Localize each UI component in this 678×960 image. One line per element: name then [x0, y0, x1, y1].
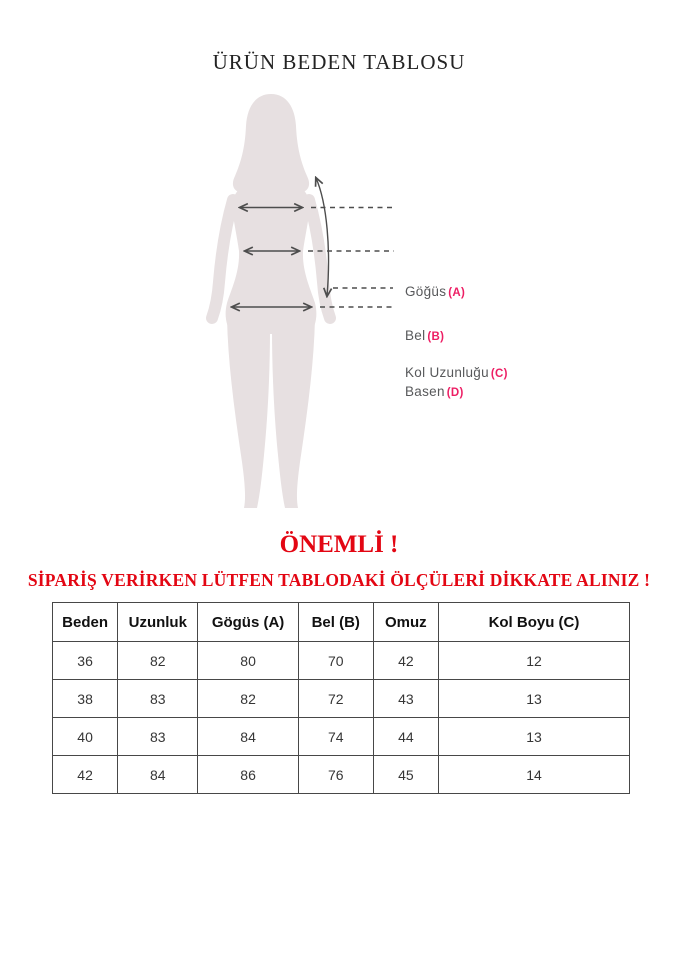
- cell-bel: 76: [298, 756, 373, 794]
- waist-label-code: (B): [427, 331, 445, 343]
- cell-uzunluk: 83: [118, 680, 198, 718]
- size-table-header-row: [53, 603, 630, 642]
- cell-gogus: 80: [198, 642, 298, 680]
- hip-label-code: (D): [446, 387, 464, 399]
- cell-beden: 36: [53, 642, 118, 680]
- silhouette-torso: [226, 179, 317, 335]
- silhouette-right-leg: [272, 318, 315, 508]
- sleeve-label-code: (C): [490, 368, 508, 380]
- notice-subheading: SİPARİŞ VERİRKEN LÜTFEN TABLODAKİ ÖLÇÜLERİ DİKKATE ALINIZ !: [27, 570, 651, 590]
- notice-heading: ÖNEMLİ !: [279, 531, 399, 558]
- body-silhouette-graphic: [0, 85, 678, 520]
- cell-kol-boyu: 12: [438, 642, 629, 680]
- cell-omuz: 44: [373, 718, 438, 756]
- female-body-silhouette: [212, 94, 330, 508]
- cell-bel: 70: [298, 642, 373, 680]
- cell-kol-boyu: 13: [438, 718, 629, 756]
- waist-label: [405, 328, 444, 343]
- size-table: [52, 602, 630, 794]
- cell-uzunluk: 83: [118, 718, 198, 756]
- silhouette-left-leg: [227, 318, 270, 508]
- col-header-beden: Beden: [53, 603, 118, 642]
- chest-label-text: Göğüs: [405, 284, 447, 299]
- hip-label-text: Basen: [405, 384, 445, 399]
- sleeve-label: [405, 365, 508, 380]
- page-title: ÜRÜN BEDEN TABLOSU: [212, 50, 466, 74]
- waist-label-text: Bel: [405, 328, 426, 343]
- cell-bel: 74: [298, 718, 373, 756]
- cell-beden: 40: [53, 718, 118, 756]
- col-header-bel: Bel (B): [298, 603, 373, 642]
- hip-label: [405, 384, 464, 399]
- cell-kol-boyu: 14: [438, 756, 629, 794]
- table-row: [53, 680, 630, 718]
- cell-gogus: 82: [198, 680, 298, 718]
- table-row: [53, 718, 630, 756]
- table-row: [53, 756, 630, 794]
- cell-kol-boyu: 13: [438, 680, 629, 718]
- cell-uzunluk: 82: [118, 642, 198, 680]
- silhouette-head: [233, 94, 309, 192]
- cell-gogus: 84: [198, 718, 298, 756]
- cell-beden: 42: [53, 756, 118, 794]
- col-header-gogus: Gögüs (A): [198, 603, 298, 642]
- cell-omuz: 45: [373, 756, 438, 794]
- chest-label-code: (A): [448, 287, 466, 299]
- col-header-kol-boyu: Kol Boyu (C): [438, 603, 629, 642]
- col-header-uzunluk: Uzunluk: [118, 603, 198, 642]
- cell-uzunluk: 84: [118, 756, 198, 794]
- chest-label: [405, 284, 465, 299]
- sleeve-label-text: Kol Uzunluğu: [405, 365, 489, 380]
- cell-omuz: 43: [373, 680, 438, 718]
- cell-omuz: 42: [373, 642, 438, 680]
- table-row: [53, 642, 630, 680]
- cell-beden: 38: [53, 680, 118, 718]
- col-header-omuz: Omuz: [373, 603, 438, 642]
- measurement-diagram: [0, 85, 678, 520]
- cell-gogus: 86: [198, 756, 298, 794]
- cell-bel: 72: [298, 680, 373, 718]
